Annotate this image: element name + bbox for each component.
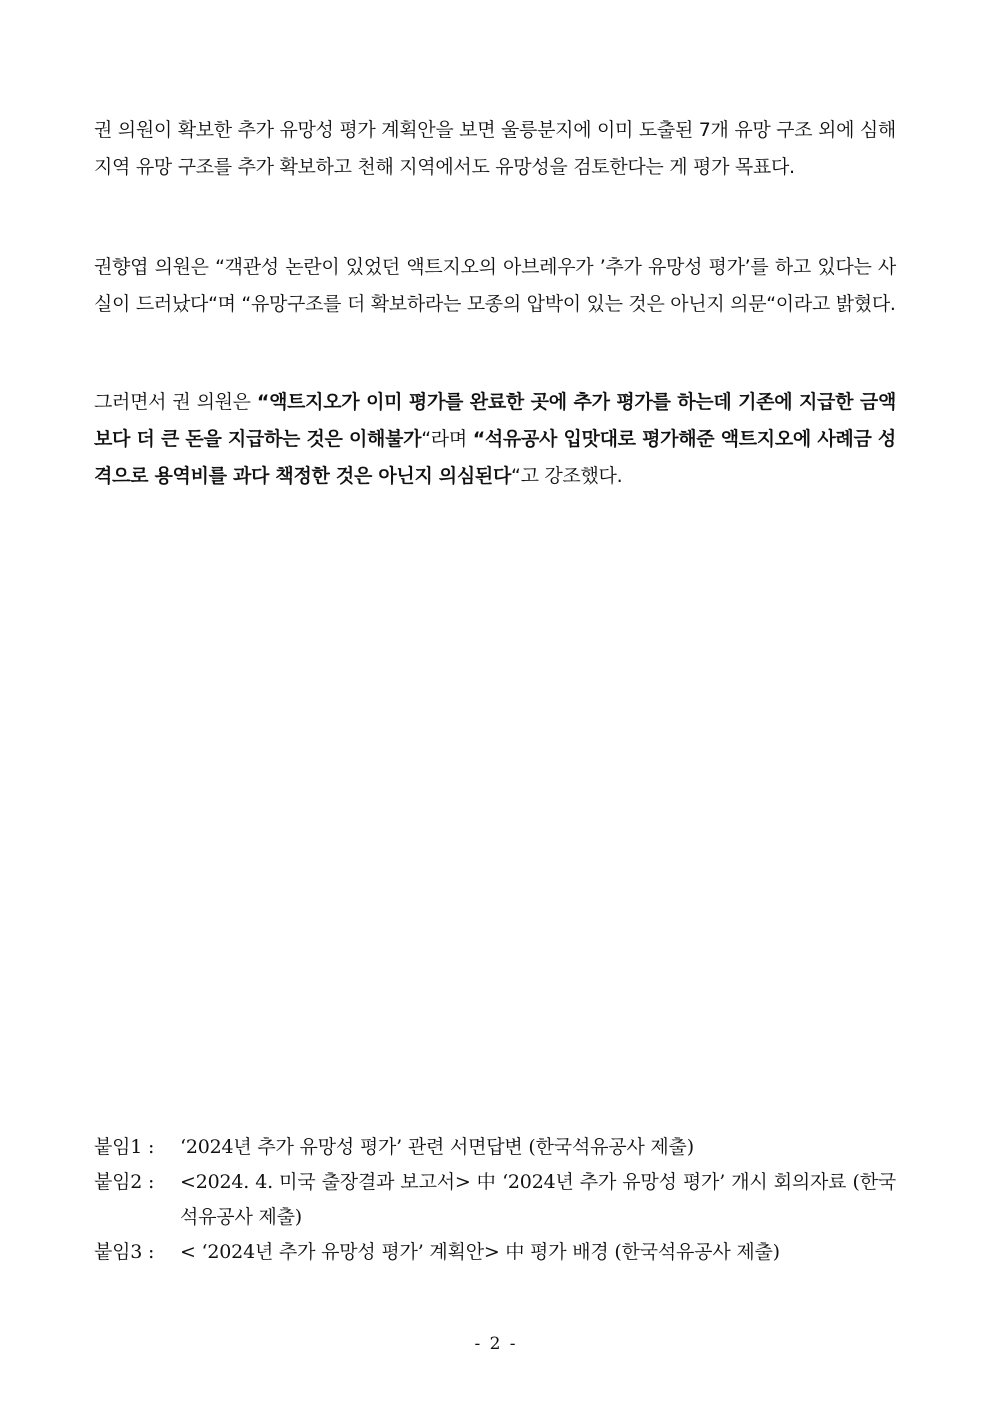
attachments-list: [94, 1130, 896, 1270]
attachment-text: ‘2024년 추가 유망성 평가’ 관련 서면답변 (한국석유공사 제출): [180, 1136, 694, 1158]
body-paragraph-1: 권 의원이 확보한 추가 유망성 평가 계획안을 보면 울릉분지에 이미 도출된 7개 유망 구조 외에 심해 지역 유망 구조를 추가 확보하고 천해 지역에서도 유망성을 검토한다는 게 평가 목표다.: [94, 119, 896, 178]
body-paragraph-3: [94, 384, 896, 495]
attachment-text: < ‘2024년 추가 유망성 평가’ 계획안> 中 평가 배경 (한국석유공사 제출): [180, 1241, 780, 1263]
attachment-label: 붙임1 :: [94, 1136, 155, 1158]
body-paragraph-2: 권향엽 의원은 “객관성 논란이 있었던 액트지오의 아브레우가 ’추가 유망성 평가’를 하고 있다는 사실이 드러났다“며 “유망구조를 더 확보하라는 모종의 압박이 있는 것은 아닌지 의문“이라고 밝혔다.: [94, 256, 896, 315]
quote-1: “액트지오가 이미 평가를 완료한 곳에 추가 평가를 하는데 기존에 지급한 금액보다 더 큰 돈을 지급하는 것은 이해불가: [94, 391, 896, 450]
attachment-item: [94, 1165, 896, 1235]
attachment-label: 붙임2 :: [94, 1171, 155, 1193]
attachment-item: [94, 1130, 896, 1165]
attachment-text: <2024. 4. 미국 출장결과 보고서> 中 ‘2024년 추가 유망성 평가’ 개시 회의자료 (한국석유공사 제출): [180, 1171, 896, 1228]
page-number: - 2 -: [474, 1334, 518, 1354]
paragraph-3-end: “고 강조했다.: [511, 465, 623, 487]
quote-2: “석유공사 입맛대로 평가해준 액트지오에 사례금 성격으로 용역비를 과다 책정한 것은 아닌지 의심된다: [94, 428, 896, 487]
paragraph-3-connector: “라며: [421, 428, 473, 450]
attachment-label: 붙임3 :: [94, 1241, 155, 1263]
attachment-item: [94, 1235, 896, 1270]
paragraph-3-intro: 그러면서 권 의원은: [94, 391, 257, 413]
